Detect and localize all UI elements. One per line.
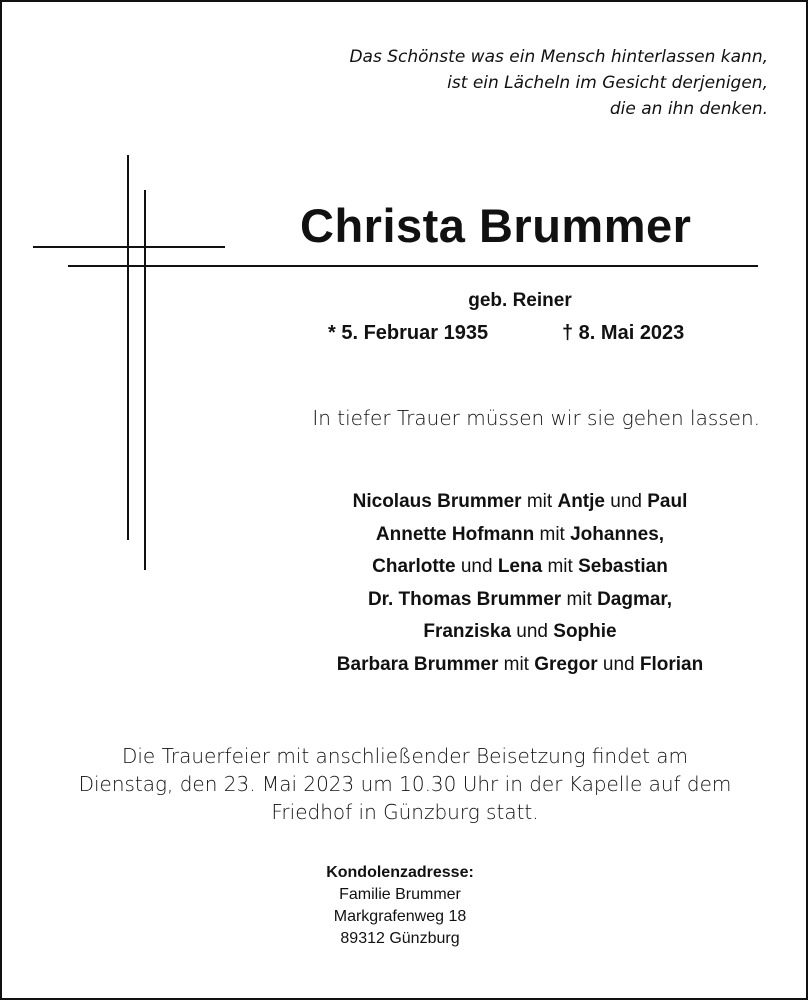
family-connector: mit	[542, 556, 579, 577]
family-connector: mit	[534, 523, 571, 545]
family-name: Lena	[497, 556, 543, 577]
family-connector: mit	[498, 653, 535, 675]
family-name: Johannes,	[570, 523, 665, 545]
condolence-line: Markgrafenweg 18	[333, 908, 467, 925]
quote	[268, 44, 768, 122]
family-row	[270, 551, 770, 584]
family-connector: mit	[561, 588, 598, 610]
cross-horizontal-lower	[68, 265, 758, 267]
quote-line: Das Schönste was ein Mensch hinterlassen kann,	[349, 47, 768, 67]
ceremony-line: Dienstag, den 23. Mai 2023 um 10.30 Uhr in der Kapelle auf dem	[78, 772, 732, 796]
family-name: Sophie	[553, 621, 617, 642]
cross-vertical-left	[127, 155, 129, 540]
family-row	[270, 649, 770, 682]
family-row	[270, 486, 770, 519]
death-date: † 8. Mai 2023	[562, 322, 685, 344]
condolence-title: Kondolenzadresse:	[326, 864, 474, 881]
family-name: Paul	[647, 491, 688, 512]
family-name: Dr. Thomas Brummer	[367, 588, 562, 610]
family-connector: und	[604, 491, 648, 512]
family-connector: und	[597, 653, 640, 675]
family-name: Antje	[557, 491, 605, 512]
family-name: Gregor	[534, 653, 598, 675]
ceremony-line: Friedhof in Günzburg statt.	[271, 800, 539, 824]
family-name: Barbara Brummer	[336, 653, 499, 675]
family-name: Franziska	[423, 621, 512, 642]
condolence-line: Familie Brummer	[339, 886, 461, 903]
birth-date: * 5. Februar 1935	[328, 322, 489, 344]
quote-line: ist ein Lächeln im Gesicht derjenigen,	[447, 73, 768, 93]
family-name: Annette Hofmann	[375, 523, 535, 545]
family-connector: und	[511, 621, 554, 642]
family-row	[270, 584, 770, 617]
family-row	[270, 519, 770, 552]
condolence-address	[280, 862, 520, 950]
ceremony-line: Die Trauerfeier mit anschließender Beisetzung findet am	[121, 744, 689, 768]
family-row	[270, 616, 770, 649]
family-connector: und	[455, 556, 498, 577]
family-connector: mit	[521, 491, 558, 512]
family-name: Nicolaus Brummer	[352, 491, 522, 512]
family-name: Florian	[639, 653, 704, 675]
mourning-text: In tiefer Trauer müssen wir sie gehen lassen.	[312, 406, 760, 430]
family-list	[270, 486, 770, 681]
family-name: Charlotte	[372, 556, 456, 577]
quote-line: die an ihn denken.	[609, 99, 768, 119]
maiden-name: geb. Reiner	[468, 290, 572, 311]
cross-horizontal-upper	[33, 246, 225, 248]
family-name: Dagmar,	[597, 588, 673, 610]
deceased-name: Christa Brummer	[300, 199, 692, 252]
ceremony-info	[20, 742, 790, 826]
family-name: Sebastian	[578, 556, 668, 577]
condolence-line: 89312 Günzburg	[340, 930, 460, 947]
